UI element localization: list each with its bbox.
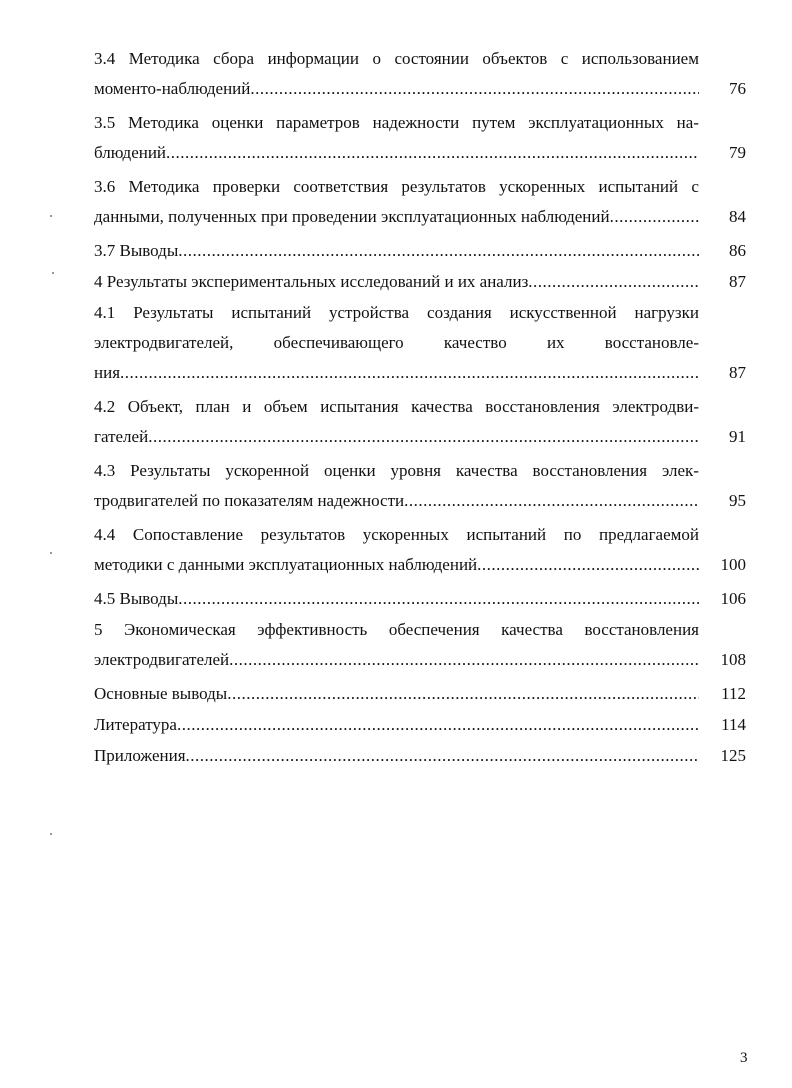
toc-entry-title: Приложения xyxy=(94,746,186,765)
dot-leader xyxy=(178,584,699,614)
dot-leader xyxy=(166,138,699,168)
toc-entry xyxy=(94,108,746,168)
toc-entry-last-line xyxy=(94,550,699,580)
toc-entry-title: гателей xyxy=(94,427,149,446)
toc-entry-title: 4 Результаты экспериментальных исследований и их анализ xyxy=(94,272,529,291)
toc-entry-last-line xyxy=(94,138,699,168)
toc-entry-last-line xyxy=(94,422,699,452)
dot-leader xyxy=(178,236,699,266)
toc-entry-line: 4.3 Результаты ускоренной оценки уровня качества восстановления элек- xyxy=(94,461,699,480)
toc-entry-line: 4.2 Объект, план и объем испытания качества восстановления электродви- xyxy=(94,397,699,416)
dot-leader xyxy=(177,710,699,740)
toc-entry-last-line xyxy=(94,267,699,297)
toc-entry xyxy=(94,615,746,675)
toc-entry xyxy=(94,236,746,266)
toc-entry-last-line xyxy=(94,74,699,104)
scan-speck xyxy=(52,272,54,274)
table-of-contents xyxy=(94,44,746,772)
toc-entry-line: 5 Экономическая эффективность обеспечения качества восстановления xyxy=(94,620,699,639)
toc-entry-line: 4.4 Сопоставление результатов ускоренных испытаний по предлагаемой xyxy=(94,525,699,544)
toc-entry-page: 84 xyxy=(729,207,746,226)
toc-entry-page: 87 xyxy=(729,272,746,291)
dot-leader xyxy=(250,74,699,104)
toc-entry-title: 4.5 Выводы xyxy=(94,589,179,608)
dot-leader xyxy=(227,679,699,709)
toc-entry xyxy=(94,520,746,580)
toc-entry-last-line xyxy=(94,584,699,614)
toc-entry xyxy=(94,741,746,771)
toc-entry-page: 125 xyxy=(720,746,746,765)
dot-leader xyxy=(120,358,699,388)
toc-entry-line: 4.1 Результаты испытаний устройства создания искусственной нагрузки xyxy=(94,303,699,322)
toc-entry-page: 79 xyxy=(729,143,746,162)
dot-leader xyxy=(148,422,699,452)
toc-entry-line: электродвигателей, обеспечивающего качество их восстановле- xyxy=(94,333,699,352)
toc-entry-last-line xyxy=(94,710,699,740)
toc-entry-page: 106 xyxy=(720,589,746,608)
toc-entry-page: 76 xyxy=(729,79,746,98)
toc-entry-last-line xyxy=(94,202,699,232)
toc-entry-page: 95 xyxy=(729,491,746,510)
toc-entry-title: Литература xyxy=(94,715,177,734)
page-number: 3 xyxy=(740,1050,748,1066)
toc-entry xyxy=(94,392,746,452)
toc-entry-last-line xyxy=(94,679,699,709)
toc-entry xyxy=(94,267,746,297)
toc-entry-title: данными, полученных при проведении эксплуатационных наблюдений xyxy=(94,207,610,226)
dot-leader xyxy=(610,202,699,232)
toc-entry-page: 91 xyxy=(729,427,746,446)
dot-leader xyxy=(528,267,699,297)
entry-spacer xyxy=(94,771,746,772)
toc-entry-last-line xyxy=(94,741,699,771)
toc-entry-page: 112 xyxy=(721,684,746,703)
toc-entry-last-line xyxy=(94,358,699,388)
dot-leader xyxy=(229,645,699,675)
toc-entry-last-line xyxy=(94,645,699,675)
toc-entry-title: тродвигателей по показателям надежности xyxy=(94,491,405,510)
toc-entry xyxy=(94,584,746,614)
scan-speck xyxy=(50,215,52,217)
toc-entry xyxy=(94,172,746,232)
toc-entry-line: 3.5 Методика оценки параметров надежности путем эксплуатационных на- xyxy=(94,113,699,132)
toc-entry xyxy=(94,298,746,388)
toc-entry-title: электродвигателей xyxy=(94,650,230,669)
toc-entry-line: 3.4 Методика сбора информации о состоянии объектов с использованием xyxy=(94,49,699,68)
toc-entry-page: 87 xyxy=(729,363,746,382)
toc-entry-page: 86 xyxy=(729,241,746,260)
scan-speck xyxy=(50,833,52,835)
toc-entry-page: 100 xyxy=(720,555,746,574)
dot-leader xyxy=(404,486,699,516)
scan-speck xyxy=(50,552,52,554)
toc-entry-title: 3.7 Выводы xyxy=(94,241,179,260)
toc-entry-title: моменто-наблюдений xyxy=(94,79,251,98)
dot-leader xyxy=(477,550,699,580)
dot-leader xyxy=(186,741,699,771)
toc-entry-title: методики с данными эксплуатационных наблюдений xyxy=(94,555,478,574)
toc-entry-page: 114 xyxy=(721,715,746,734)
toc-entry xyxy=(94,456,746,516)
toc-entry-last-line xyxy=(94,236,699,266)
toc-entry-line: 3.6 Методика проверки соответствия результатов ускоренных испытаний с xyxy=(94,177,699,196)
toc-entry xyxy=(94,679,746,709)
toc-entry-title: Основные выводы xyxy=(94,684,228,703)
toc-entry xyxy=(94,44,746,104)
toc-entry xyxy=(94,710,746,740)
toc-entry-title: блюдений xyxy=(94,143,167,162)
toc-entry-last-line xyxy=(94,486,699,516)
toc-entry-page: 108 xyxy=(720,650,746,669)
toc-entry-title: ния xyxy=(94,363,121,382)
